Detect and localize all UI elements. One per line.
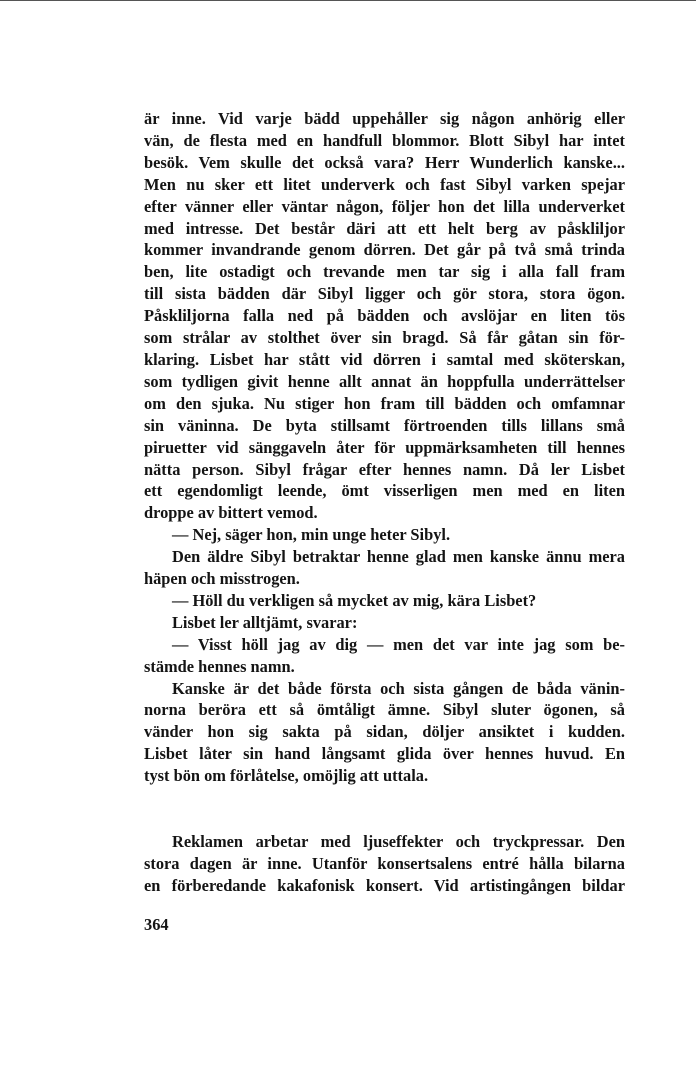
text-line: Men nu sker ett litet underverk och fast Sibyl varken spejar [144, 174, 625, 194]
paragraph-hospital-visit [144, 108, 625, 524]
text-line: kommer invandrande genom dörren. Det går på två små trinda [144, 240, 625, 260]
text-line: som tydligen givit henne allt annat än hoppfulla underrättelser [144, 371, 625, 391]
text-line: sin väninna. De byta stillsamt förtroenden tills lillans små [144, 415, 625, 435]
paragraph-dialogue-3 [144, 634, 625, 678]
text-line: Reklamen arbetar med ljuseffekter och tryckpressar. Den [172, 832, 625, 852]
text-line: Lisbet låter sin hand långsamt glida över hennes huvud. En [144, 744, 625, 764]
paragraph-narration-1 [144, 546, 625, 590]
text-line: ett egendomligt leende, ömt visserligen men med en liten [144, 481, 625, 501]
section-break [144, 809, 625, 831]
text-line: nätta person. Sibyl frågar efter hennes namn. Då ler Lisbet [144, 459, 625, 479]
text-line: piruetter vid sänggaveln åter för uppmärksamheten till hennes [144, 437, 625, 457]
text-line: Påskliljorna falla ned på bädden och avslöjar en liten tös [144, 306, 625, 326]
text-line: besök. Vem skulle det också vara? Herr Wunderlich kanske... [144, 152, 625, 172]
book-page-text [144, 108, 625, 897]
paragraph-narration-2 [144, 612, 625, 634]
text-line: norna beröra ett så ömtåligt ämne. Sibyl sluter ögonen, så [144, 700, 625, 720]
text-line: droppe av bittert vemod. [144, 503, 318, 523]
text-line: med intresse. Det består däri att ett helt berg av påskliljor [144, 218, 625, 238]
text-line: till sista bädden där Sibyl ligger och gör stora, stora ögon. [144, 284, 625, 304]
text-line: klaring. Lisbet har stått vid dörren i samtal med sköterskan, [144, 349, 625, 369]
text-line: häpen och misstrogen. [144, 569, 300, 589]
text-line: — Visst höll jag av dig — men det var inte jag som be- [172, 634, 625, 654]
text-line: vänder hon sig sakta på sidan, döljer ansiktet i kudden. [144, 722, 625, 742]
text-line: som strålar av stolthet över sin bragd. Så får gåtan sin för- [144, 328, 625, 348]
text-line: en förberedande kakafonisk konsert. Vid artistingången bildar [144, 875, 625, 895]
text-line: tyst bön om förlåtelse, omöjlig att uttala. [144, 766, 429, 786]
paragraph-dialogue-2 [144, 590, 625, 612]
text-line: vän, de flesta med en handfull blommor. Blott Sibyl har intet [144, 130, 625, 150]
page-number: 364 [144, 915, 169, 934]
text-line: stora dagen är inne. Utanför konsertsalens entré hålla bilarna [144, 854, 625, 873]
paragraph-ending [144, 678, 625, 788]
text-line: — Nej, säger hon, min unge heter Sibyl. [172, 525, 451, 545]
text-line: ben, lite ostadigt och trevande men tar sig i alla fall fram [144, 262, 625, 282]
text-line: om den sjuka. Nu stiger hon fram till bädden och omfamnar [144, 393, 625, 413]
paragraph-dialogue-1 [144, 524, 625, 546]
paragraph-advertising [144, 831, 625, 897]
text-line: Kanske är det både första och sista gången de båda vänin- [172, 678, 625, 698]
text-line: är inne. Vid varje bädd uppehåller sig någon anhörig eller [144, 109, 625, 128]
text-line: — Höll du verkligen så mycket av mig, kära Lisbet? [172, 590, 537, 610]
text-line: stämde hennes namn. [144, 656, 295, 676]
section-break [144, 787, 625, 809]
text-line: Lisbet ler alltjämt, svarar: [172, 612, 358, 632]
text-line: efter vänner eller väntar någon, följer hon det lilla underverket [144, 196, 625, 216]
text-line: Den äldre Sibyl betraktar henne glad men kanske ännu mera [172, 547, 625, 567]
top-edge-rule [0, 0, 696, 1]
